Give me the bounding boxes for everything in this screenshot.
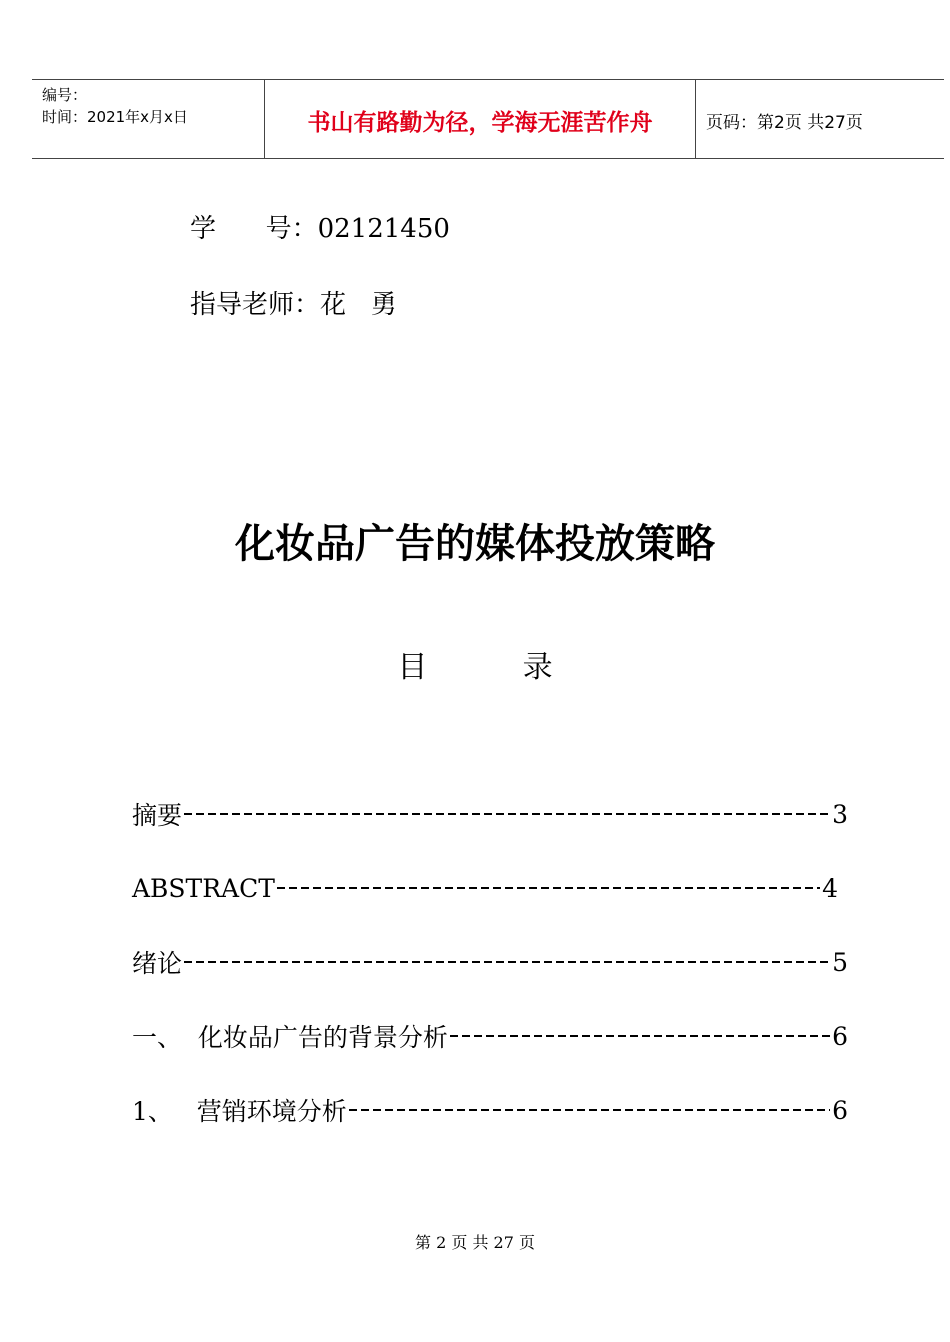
- toc-entry-page: 4: [822, 873, 838, 903]
- toc-leader: [349, 1109, 830, 1111]
- date-label: 时间：2021年x月x日: [42, 108, 188, 126]
- toc-entry-label: 1、 营销环境分析: [132, 1097, 347, 1126]
- document-header: [32, 79, 944, 159]
- page-code: 页码：第2页 共27页: [706, 113, 863, 133]
- toc-heading: 目 录: [397, 650, 553, 685]
- header-page-cell: [696, 80, 944, 158]
- toc-entry[interactable]: [132, 1018, 848, 1054]
- toc-leader: [184, 961, 830, 963]
- toc-entry-page: 6: [832, 1095, 848, 1125]
- header-motto-cell: [265, 80, 696, 158]
- toc-leader: [450, 1035, 830, 1037]
- motto: 书山有路勤为径，学海无涯苦作舟: [307, 109, 653, 136]
- toc-entry[interactable]: [132, 796, 848, 832]
- toc-entry-page: 6: [832, 1021, 848, 1051]
- toc-entry-page: 3: [832, 799, 848, 829]
- document-title: 化妆品广告的媒体投放策略: [235, 521, 715, 567]
- toc-leader: [277, 887, 820, 889]
- student-id: 学 号：02121450: [190, 214, 450, 244]
- toc-entry-label: ABSTRACT: [132, 873, 275, 903]
- number-label: 编号：: [42, 86, 88, 104]
- toc-entry-label: 绪论: [132, 949, 183, 978]
- toc-entry-page: 5: [832, 947, 848, 977]
- toc-entry-label: 一、 化妆品广告的背景分析: [132, 1023, 448, 1052]
- advisor: 指导老师：花 勇: [190, 290, 397, 320]
- toc-entry[interactable]: [132, 870, 838, 906]
- page-footer: 第 2 页 共 27 页: [415, 1233, 535, 1252]
- toc-entry-label: 摘要: [132, 801, 183, 830]
- toc-entry[interactable]: [132, 1092, 848, 1128]
- header-meta-cell: [32, 80, 265, 158]
- toc-leader: [184, 813, 830, 815]
- toc-entry[interactable]: [132, 944, 848, 980]
